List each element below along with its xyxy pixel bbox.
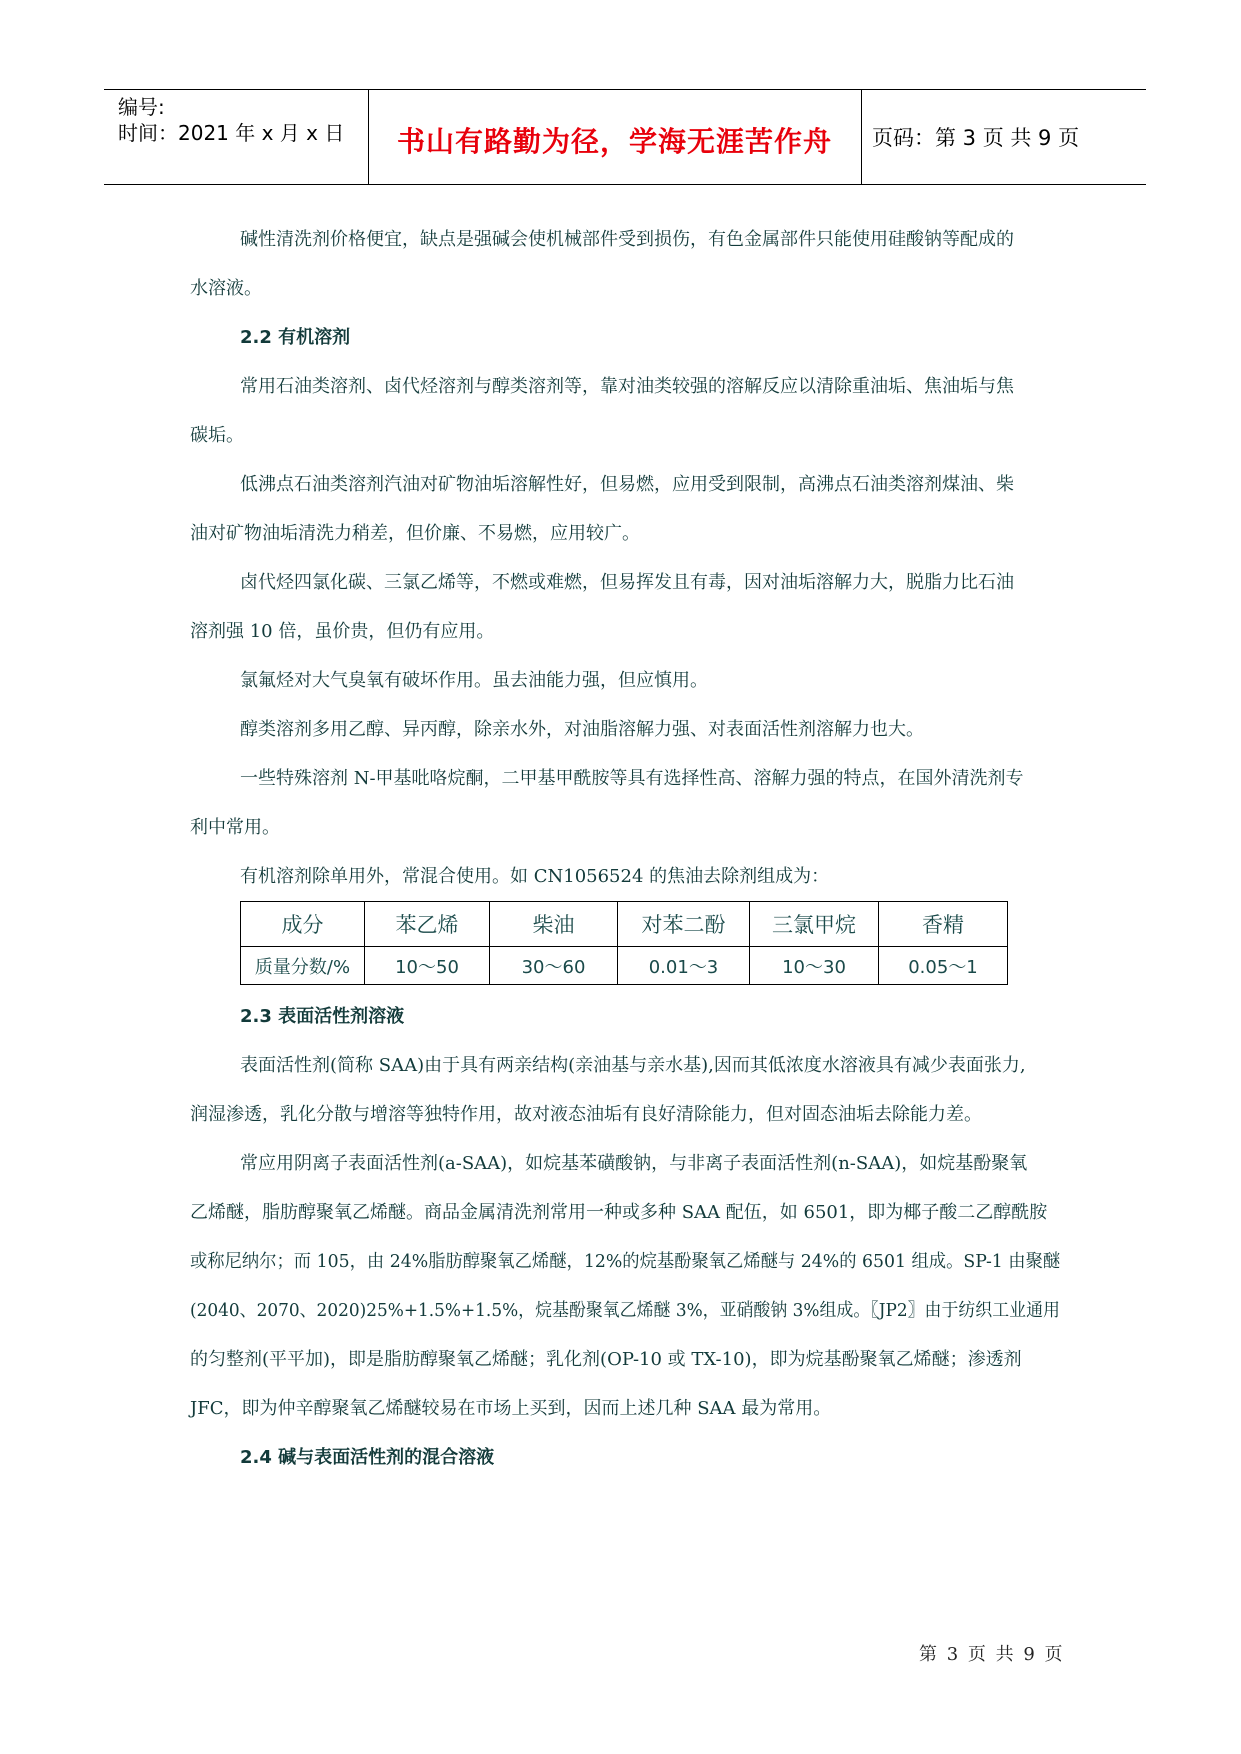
- page-footer: 第 3 页 共 9 页: [919, 1644, 1065, 1665]
- header-meta: [118, 90, 368, 184]
- table-cell: 柴油: [490, 902, 618, 947]
- paragraph-line: 氯氟烃对大气臭氧有破坏作用。虽去油能力强，但应慎用。: [240, 670, 708, 691]
- page-header: [104, 89, 1146, 185]
- paragraph-line: 卤代烃四氯化碳、三氯乙烯等，不燃或难燃，但易挥发且有毒，因对油垢溶解力大，脱脂力比石油: [240, 572, 1014, 593]
- paragraph-line: 或称尼纳尔；而 105，由 24%脂肪醇聚氧乙烯醚，12%的烷基酚聚氧乙烯醚与 24%的 6501 组成。SP-1 由聚醚: [190, 1251, 1061, 1272]
- header-divider: [861, 90, 862, 184]
- table-cell: 对苯二酚: [618, 902, 750, 947]
- table-cell: 30～60: [490, 947, 618, 985]
- paragraph-line: 碳垢。: [190, 425, 244, 446]
- paragraph-line: 碱性清洗剂价格便宜，缺点是强碱会使机械部件受到损伤，有色金属部件只能使用硅酸钠等配成的: [240, 229, 1014, 250]
- paragraph-line: 表面活性剂(简称 SAA)由于具有两亲结构(亲油基与亲水基),因而其低浓度水溶液具有减少表面张力,: [240, 1055, 1026, 1076]
- table-cell: 香精: [879, 902, 1008, 947]
- paragraph-line: 醇类溶剂多用乙醇、异丙醇，除亲水外，对油脂溶解力强、对表面活性剂溶解力也大。: [240, 719, 924, 740]
- table-cell: 10～30: [750, 947, 879, 985]
- table-cell: 质量分数/%: [241, 947, 365, 985]
- section-heading: 2.4 碱与表面活性剂的混合溶液: [240, 1447, 495, 1468]
- table-row: [241, 947, 1008, 985]
- section-heading: 2.2 有机溶剂: [240, 327, 351, 348]
- table-cell: 0.05～1: [879, 947, 1008, 985]
- header-motto: 书山有路勤为径，学海无涯苦作舟: [396, 125, 832, 158]
- paragraph-line: 润湿渗透，乳化分散与增溶等独特作用，故对液态油垢有良好清除能力，但对固态油垢去除能力差。: [190, 1104, 982, 1125]
- paragraph-line: 常用石油类溶剂、卤代烃溶剂与醇类溶剂等，靠对油类较强的溶解反应以清除重油垢、焦油垢与焦: [240, 376, 1014, 397]
- paragraph-line: 一些特殊溶剂 N-甲基吡咯烷酮，二甲基甲酰胺等具有选择性高、溶解力强的特点，在国外清洗剂专: [240, 768, 1024, 789]
- paragraph-line: 乙烯醚，脂肪醇聚氧乙烯醚。商品金属清洗剂常用一种或多种 SAA 配伍，如 6501，即为椰子酸二乙醇酰胺: [190, 1202, 1048, 1223]
- paragraph-line: 利中常用。: [190, 817, 280, 838]
- table-cell: 0.01～3: [618, 947, 750, 985]
- section-heading: 2.3 表面活性剂溶液: [240, 1006, 405, 1027]
- number-label: 编号:: [118, 95, 165, 119]
- paragraph-line: JFC，即为仲辛醇聚氧乙烯醚较易在市场上买到，因而上述几种 SAA 最为常用。: [190, 1398, 832, 1419]
- paragraph-line: 溶剂强 10 倍，虽价贵，但仍有应用。: [190, 621, 495, 642]
- header-page-number: 页码：第 3 页 共 9 页: [872, 126, 1080, 150]
- table-header-row: [241, 902, 1008, 947]
- table-cell: 成分: [241, 902, 365, 947]
- table-cell: 苯乙烯: [365, 902, 490, 947]
- paragraph-line: 水溶液。: [190, 278, 262, 299]
- table-cell: 三氯甲烷: [750, 902, 879, 947]
- table-cell: 10～50: [365, 947, 490, 985]
- composition-table: [240, 901, 1008, 985]
- paragraph-line: 油对矿物油垢清洗力稍差，但价廉、不易燃，应用较广。: [190, 523, 640, 544]
- paragraph-line: (2040、2070、2020)25%+1.5%+1.5%，烷基酚聚氧乙烯醚 3%，亚硝酸钠 3%组成。〖JP2〗由于纺织工业通用: [190, 1300, 1060, 1321]
- paragraph-line: 低沸点石油类溶剂汽油对矿物油垢溶解性好，但易燃，应用受到限制，高沸点石油类溶剂煤油、柴: [240, 474, 1014, 495]
- paragraph-line: 常应用阴离子表面活性剂(a-SAA)，如烷基苯磺酸钠，与非离子表面活性剂(n-SAA)，如烷基酚聚氧: [240, 1153, 1028, 1174]
- date-label: 时间：2021 年 x 月 x 日: [118, 121, 345, 145]
- paragraph-line: 有机溶剂除单用外，常混合使用。如 CN1056524 的焦油去除剂组成为：: [240, 866, 830, 887]
- paragraph-line: 的匀整剂(平平加)，即是脂肪醇聚氧乙烯醚；乳化剂(OP-10 或 TX-10)，即为烷基酚聚氧乙烯醚；渗透剂: [190, 1349, 1022, 1370]
